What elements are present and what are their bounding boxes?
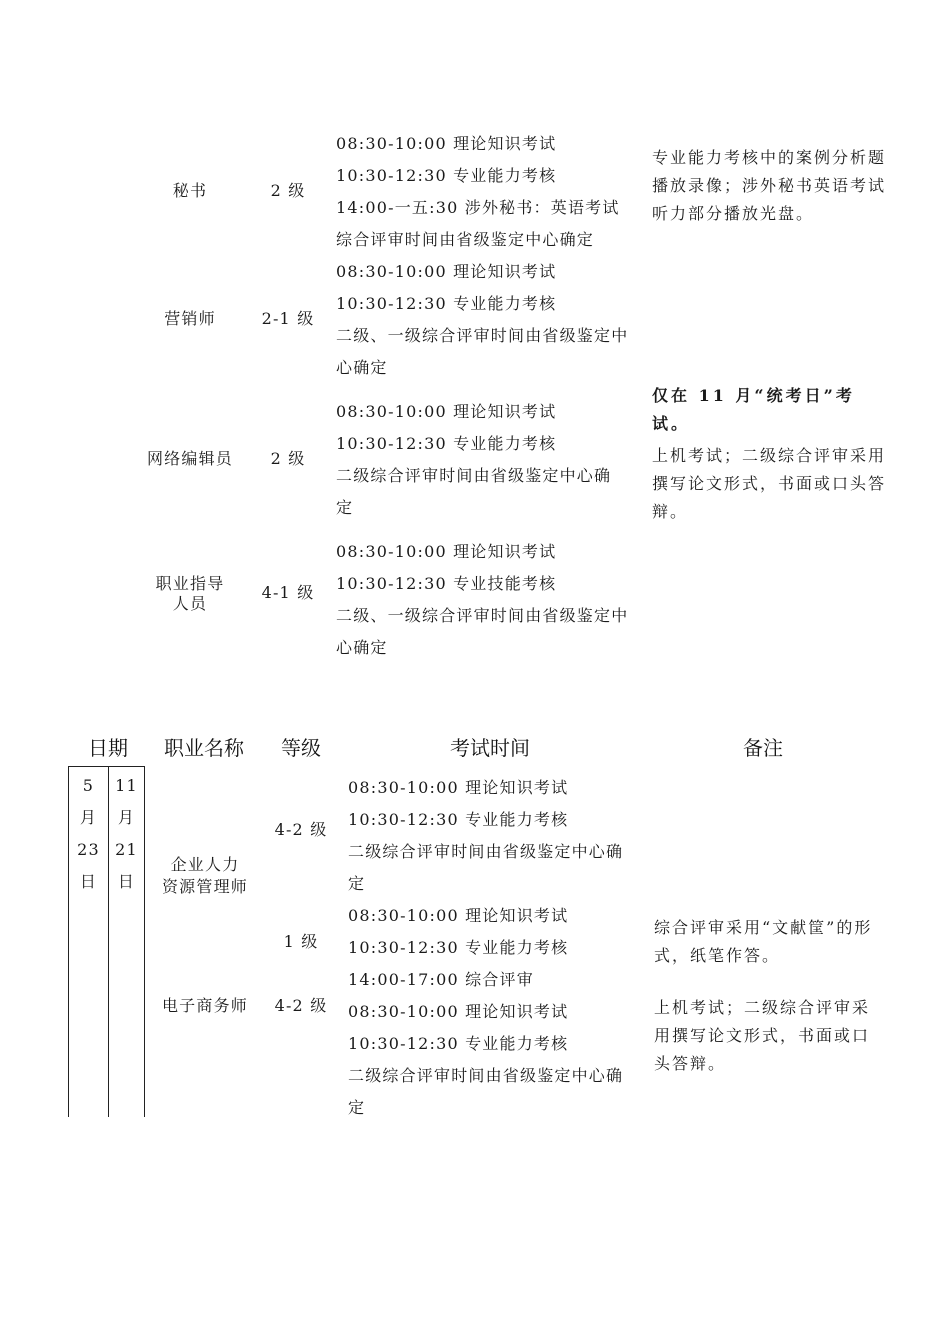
time-line: 08:30-10:00 理论知识考试 [336,402,557,421]
level-career-guide: 4-1 级 [261,583,315,602]
time-line: 10:30-12:30 专业能力考核 [348,938,569,957]
time-line: 14:00-一五:30 涉外秘书：英语考试 [336,198,620,217]
occupation-marketer: 营销师 [164,309,216,328]
occupation-web-editor: 网络编辑员 [146,449,233,468]
time-line: 心确定 [336,358,388,377]
time-line: 心确定 [336,638,388,657]
date-part: 11 [115,776,138,795]
time-line: 08:30-10:00 理论知识考试 [336,262,557,281]
time-line: 二级综合评审时间由省级鉴定中心确 [348,1066,624,1085]
occupation-line: 资源管理师 [161,877,248,896]
occupation-hr-manager [150,854,260,898]
remark-hr-1: 综合评审采用“文献筐”的形式，纸笔作答。 [654,918,873,965]
date-nov-21 [109,770,144,898]
remark-secretary: 专业能力考核中的案例分析题播放录像；涉外秘书英语考试听力部分播放光盘。 [652,148,887,223]
header-date: 日期 [88,736,128,760]
time-line: 08:30-10:00 理论知识考试 [348,778,569,797]
table-border [144,766,145,1117]
occupation-secretary: 秘书 [172,181,208,200]
occupation-line: 职业指导 [155,574,225,593]
time-line: 10:30-12:30 专业能力考核 [348,810,569,829]
occupation-line: 人员 [172,594,208,613]
time-line: 10:30-12:30 专业能力考核 [336,434,557,453]
time-line: 08:30-10:00 理论知识考试 [336,542,557,561]
occupation-line: 企业人力 [170,855,240,874]
header-level: 等级 [281,736,321,760]
time-line: 定 [336,498,354,517]
time-line: 10:30-12:30 专业能力考核 [348,1034,569,1053]
date-part: 日 [79,872,98,891]
time-line: 10:30-12:30 专业技能考核 [336,574,557,593]
date-part: 21 [115,840,138,859]
date-part: 23 [77,840,100,859]
time-line: 二级、一级综合评审时间由省级鉴定中 [336,606,629,625]
remark-web-editor-bold: 仅在 11 月“统考日”考试。 [652,386,855,433]
remark-ecommerce: 上机考试；二级综合评审采用撰写论文形式，书面或口头答辩。 [654,998,871,1073]
level-marketer: 2-1 级 [261,309,315,328]
date-part: 5 [82,776,95,795]
time-line: 10:30-12:30 专业能力考核 [336,166,557,185]
time-line: 14:00-17:00 综合评审 [348,970,534,989]
date-part: 日 [117,872,136,891]
time-line: 08:30-10:00 理论知识考试 [348,1002,569,1021]
header-occupation: 职业名称 [164,736,244,760]
time-line: 二级、一级综合评审时间由省级鉴定中 [336,326,629,345]
date-part: 月 [117,808,136,827]
level-hr-4-2: 4-2 级 [274,820,328,839]
header-remark: 备注 [743,736,783,760]
time-line: 定 [348,1098,366,1117]
level-hr-1: 1 级 [283,932,319,951]
time-line: 二级综合评审时间由省级鉴定中心确 [348,842,624,861]
level-secretary: 2 级 [270,181,306,200]
date-part: 月 [79,808,98,827]
time-line: 08:30-10:00 理论知识考试 [348,906,569,925]
remark-web-editor: 上机考试；二级综合评审采用撰写论文形式，书面或口头答辩。 [652,446,887,521]
time-line: 08:30-10:00 理论知识考试 [336,134,557,153]
time-line: 二级综合评审时间由省级鉴定中心确 [336,466,612,485]
occupation-career-guide [150,574,230,614]
table-border [68,766,145,767]
time-line: 综合评审时间由省级鉴定中心确定 [336,230,595,249]
occupation-ecommerce: 电子商务师 [161,996,248,1015]
level-web-editor: 2 级 [270,449,306,468]
date-may-23 [69,770,108,898]
level-ecommerce: 4-2 级 [274,996,328,1015]
header-exam-time: 考试时间 [450,736,530,760]
time-line: 10:30-12:30 专业能力考核 [336,294,557,313]
time-line: 定 [348,874,366,893]
